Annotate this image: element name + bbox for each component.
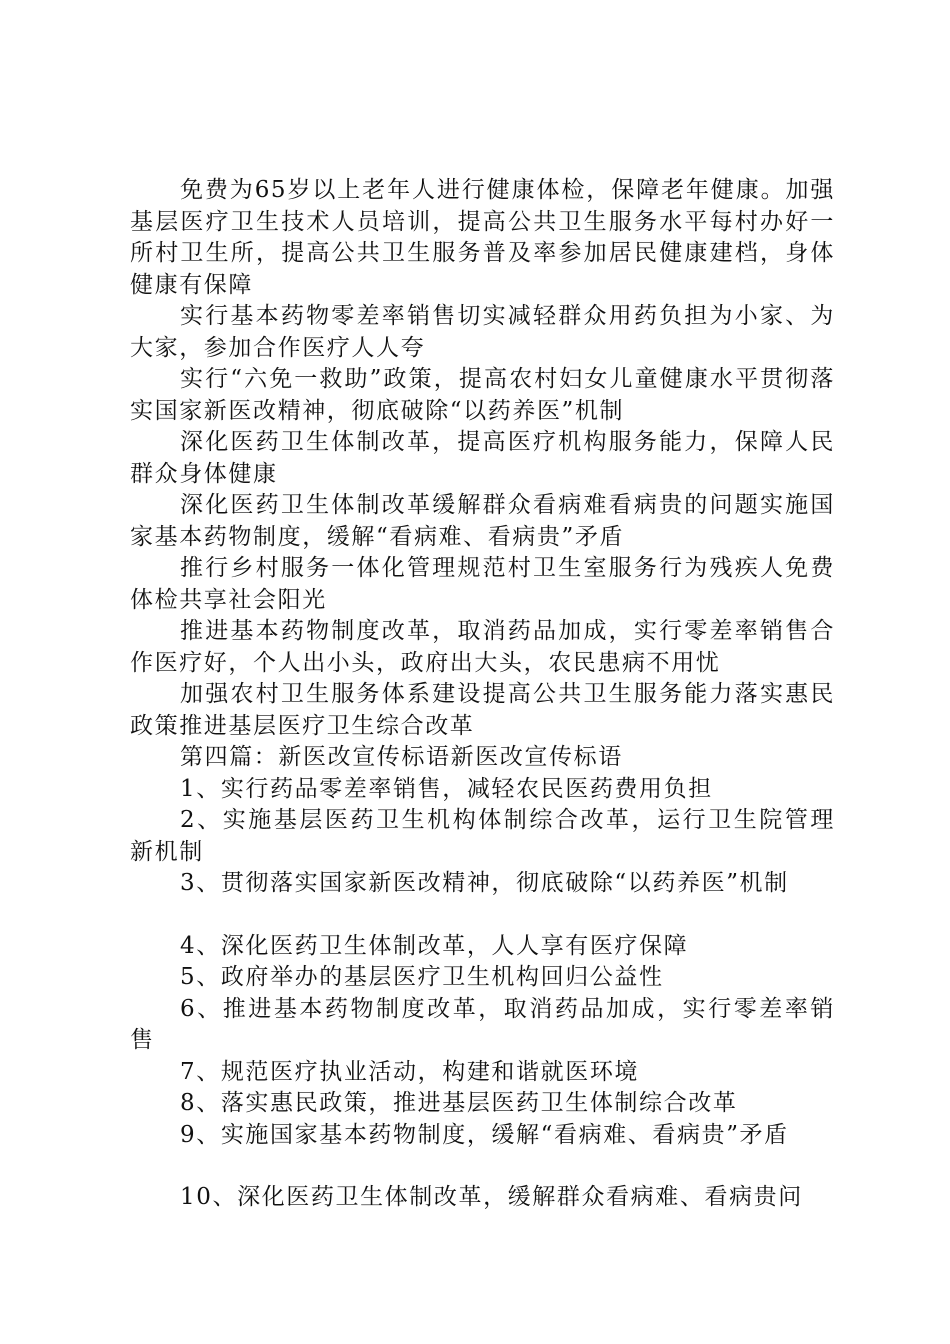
paragraph-six-free-one-aid: 实行“六免一救助”政策，提高农村妇女儿童健康水平贯彻落实国家新医改精神，彻底破除“以药养医”机制 bbox=[130, 366, 835, 424]
list-item-9: 9、实施国家基本药物制度，缓解“看病难、看病贵”矛盾 bbox=[180, 1121, 789, 1148]
section-heading: 第四篇：新医改宣传标语新医改宣传标语 bbox=[180, 744, 623, 770]
list-item-5: 5、政府举办的基层医疗卫生机构回归公益性 bbox=[180, 964, 664, 990]
list-item-6: 6、推进基本药物制度改革，取消药品加成，实行零差率销售 bbox=[130, 995, 835, 1053]
paragraph-rural-service-system: 加强农村卫生服务体系建设提高公共卫生服务能力落实惠民政策推进基层医疗卫生综合改革 bbox=[130, 681, 835, 739]
list-item-2: 2、实施基层医药卫生机构体制综合改革，运行卫生院管理新机制 bbox=[130, 807, 835, 865]
list-item-8: 8、落实惠民政策，推进基层医药卫生体制综合改革 bbox=[180, 1090, 738, 1116]
paragraph-deepen-reform-capacity: 深化医药卫生体制改革，提高医疗机构服务能力，保障人民群众身体健康 bbox=[130, 429, 835, 487]
paragraph-deepen-reform-costs: 深化医药卫生体制改革缓解群众看病难看病贵的问题实施国家基本药物制度，缓解“看病难、看病贵”矛盾 bbox=[130, 492, 835, 550]
paragraph-elderly-health-check: 免费为65岁以上老年人进行健康体检，保障老年健康。加强基层医疗卫生技术人员培训，提高公共卫生服务水平每村办好一所村卫生所，提高公共卫生服务普及率参加居民健康建档，身体健康有保障 bbox=[130, 177, 835, 298]
list-item-1: 1、实行药品零差率销售，减轻农民医药费用负担 bbox=[180, 775, 713, 802]
list-item-7: 7、规范医疗执业活动，构建和谐就医环境 bbox=[180, 1058, 640, 1085]
list-item-10: 10、深化医药卫生体制改革，缓解群众看病难、看病贵问 bbox=[180, 1184, 803, 1210]
list-item-3: 3、贯彻落实国家新医改精神，彻底破除“以药养医”机制 bbox=[180, 870, 789, 896]
document-body bbox=[130, 175, 835, 1214]
paragraph-zero-margin-drugs: 实行基本药物零差率销售切实减轻群众用药负担为小家、为大家，参加合作医疗人人夸 bbox=[130, 303, 835, 361]
paragraph-rural-integration: 推行乡村服务一体化管理规范村卫生室服务行为残疾人免费体检共享社会阳光 bbox=[130, 555, 835, 613]
list-item-4: 4、深化医药卫生体制改革，人人享有医疗保障 bbox=[180, 932, 689, 959]
paragraph-essential-drug-reform: 推进基本药物制度改革，取消药品加成，实行零差率销售合作医疗好，个人出小头，政府出大头，农民患病不用忧 bbox=[130, 618, 835, 676]
